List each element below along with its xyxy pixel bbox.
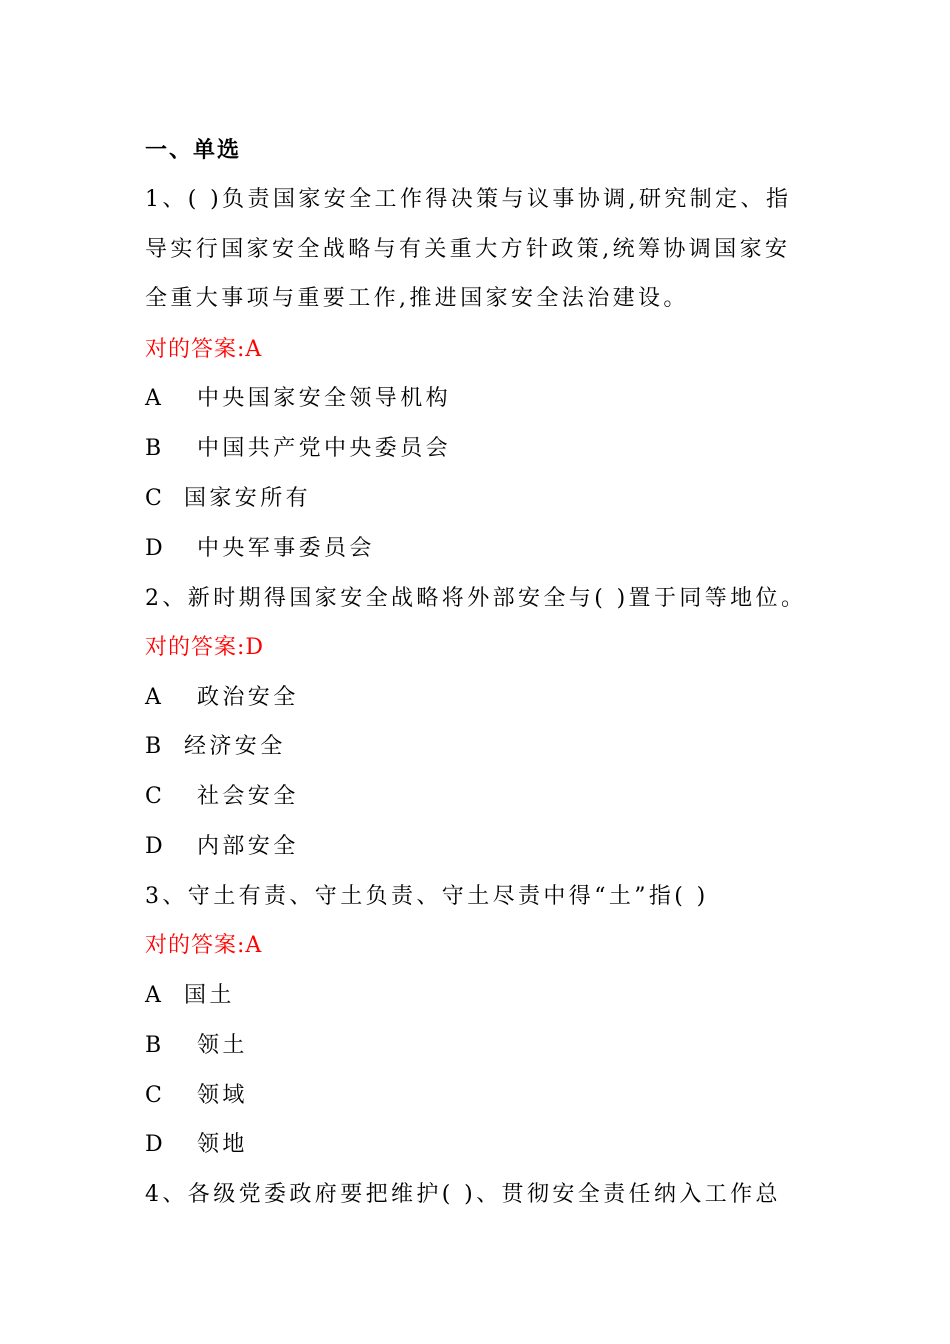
question-2-answer: 对的答案:D	[145, 635, 265, 660]
option-letter: C	[145, 486, 166, 511]
option-text: 国土	[184, 983, 235, 1008]
question-3-option-b	[145, 1031, 248, 1061]
option-letter: A	[145, 983, 165, 1008]
option-text: 领土	[197, 1033, 248, 1058]
option-text: 领域	[197, 1083, 248, 1108]
question-4-line-1: 4、各级党委政府要把维护( )、贯彻安全责任纳入工作总	[145, 1182, 781, 1207]
option-text: 经济安全	[184, 734, 286, 759]
option-text: 内部安全	[197, 834, 299, 859]
option-letter: B	[145, 1033, 165, 1058]
option-letter: D	[145, 536, 167, 561]
question-3-line-1: 3、守土有责、守土负责、守土尽责中得“土”指( )	[145, 884, 709, 909]
question-1-option-b	[145, 434, 451, 464]
question-2-option-a	[145, 683, 299, 713]
option-letter: B	[145, 436, 165, 461]
option-letter: D	[145, 834, 167, 859]
question-2-line-1: 2、新时期得国家安全战略将外部安全与( )置于同等地位。	[145, 586, 807, 611]
question-1-option-d	[145, 534, 375, 564]
option-text: 中国共产党中央委员会	[197, 436, 452, 461]
option-text: 领地	[197, 1132, 248, 1157]
question-1-line-3: 全重大事项与重要工作,推进国家安全法治建设。	[145, 286, 689, 311]
option-text: 中央国家安全领导机构	[197, 386, 452, 411]
option-letter: D	[145, 1132, 167, 1157]
question-2-option-c	[145, 782, 299, 812]
section-title: 一、单选	[145, 137, 242, 163]
question-3-option-a	[145, 981, 235, 1011]
question-1-answer: 对的答案:A	[145, 337, 263, 362]
question-3-option-d	[145, 1130, 248, 1160]
question-2-option-d	[145, 832, 299, 862]
option-text: 政治安全	[197, 685, 299, 710]
option-letter: A	[145, 386, 165, 411]
option-letter: A	[145, 685, 165, 710]
question-1-option-a	[145, 384, 451, 414]
question-3-answer: 对的答案:A	[145, 933, 263, 958]
question-1-option-c	[145, 484, 311, 514]
option-text: 国家安所有	[184, 486, 312, 511]
question-2-option-b	[145, 732, 286, 762]
question-3-option-c	[145, 1081, 248, 1111]
option-letter: C	[145, 784, 166, 809]
question-1-line-1: 1、( )负责国家安全工作得决策与议事协调,研究制定、指	[145, 187, 792, 212]
option-letter: C	[145, 1083, 166, 1108]
option-text: 社会安全	[197, 784, 299, 809]
option-letter: B	[145, 734, 165, 759]
option-text: 中央军事委员会	[197, 536, 375, 561]
question-1-line-2: 导实行国家安全战略与有关重大方针政策,统筹协调国家安	[145, 237, 791, 262]
